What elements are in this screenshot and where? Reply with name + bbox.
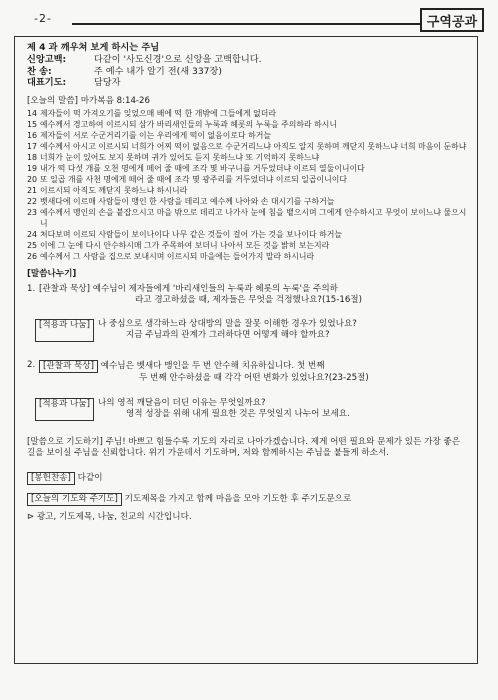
verse-row — [27, 130, 467, 141]
verse-text: 제자들이 떡 가져오기를 잊었으매 배에 떡 한 개밖에 그들에게 없더라 — [40, 108, 277, 118]
verse-text: 벳새다에 이르매 사람들이 맹인 한 사람을 데리고 예수께 나아와 손 대시기를 구하거늘 — [40, 196, 335, 206]
verse-text: 예수께서 그 사람을 집으로 보내시며 이르시되 마을에는 들어가지 말라 하시니라 — [40, 251, 315, 261]
verse-row — [27, 152, 467, 163]
verse-row — [27, 141, 467, 152]
application-2 — [35, 398, 467, 421]
verse-number: 24 — [27, 229, 38, 239]
scripture-label: [오늘의 말씀] — [27, 96, 78, 107]
confession-text: 다같이 '사도신경'으로 신앙을 고백합니다. — [93, 53, 262, 65]
confession-label: 신앙고백: — [27, 53, 67, 65]
verse-number: 16 — [27, 130, 38, 140]
final-notice: ⊳ 광고, 기도제목, 나눔, 친교의 시간입니다. — [27, 511, 192, 522]
prayer-text: 주님! 바쁘고 힘들수록 기도의 자리로 나아가겠습니다. 제게 어떤 필요와 문제가 있든 가장 좋은 길을 보이실 주님을 신뢰합니다. 위기 가운데서 기도하며, 저와 함께하시는 주님을 붙들게 하소서. — [27, 436, 461, 459]
verse-number: 15 — [27, 119, 38, 129]
today-prayer-text: 기도제목을 가지고 함께 마음을 모아 기도한 후 주기도문으로 — [124, 493, 352, 504]
verse-number: 26 — [27, 251, 38, 261]
application-1-line2: 지금 주님과의 관계가 그러하다면 어떻게 해야 할까요? — [125, 330, 330, 341]
verse-number: 21 — [27, 185, 38, 195]
page-number: -2- — [34, 12, 52, 25]
application-2-tag: [적용과 나눔] — [35, 398, 94, 421]
verse-number: 18 — [27, 152, 38, 162]
application-1 — [35, 319, 467, 342]
question-2 — [27, 360, 467, 384]
question-2-number: 2. — [27, 359, 36, 370]
verse-text: 이르시되 아직도 깨닫지 못하느냐 하시니라 — [40, 185, 188, 195]
question-2-line1: 예수님은 벳새다 맹인을 두 번 안수해 치유하십니다. 첫 번째 — [100, 360, 325, 371]
question-2-tag: [관찰과 묵상] — [39, 360, 98, 373]
verse-list — [27, 108, 467, 262]
scripture-ref: 마가복음 8:14-26 — [80, 96, 150, 107]
verse-number: 25 — [27, 240, 38, 250]
question-1-line1: 예수님이 제자들에게 '바리새인들의 누룩과 헤롯의 누룩'을 주의하 — [92, 284, 338, 294]
lesson-title: 제 4 과 깨우쳐 보게 하시는 주님 — [27, 42, 160, 53]
application-2-line2: 영적 성장을 위해 내게 필요한 것은 무엇일지 나누어 보세요. — [125, 409, 350, 420]
rep-prayer-line — [27, 77, 467, 89]
verse-text: 예수께서 아시고 이르시되 너희가 어찌 떡이 없음으로 수군거리느냐 아직도 알지 못하며 깨닫지 못하느냐 너희 마음이 둔하냐 — [40, 141, 467, 151]
question-1-number: 1. — [27, 284, 36, 294]
verse-row — [27, 185, 467, 196]
hymn-label: 찬 송: — [27, 65, 52, 77]
today-prayer-label: [오늘의 기도와 주기도] — [27, 493, 122, 506]
verse-text: 예수께서 맹인의 손을 붙잡으시고 마을 밖으로 데리고 나가사 눈에 침을 뱉으시며 그에게 안수하시고 무엇이 보이느냐 물으시니 — [40, 207, 467, 228]
section-badge: 구역공과 — [420, 8, 484, 32]
verse-number: 19 — [27, 163, 38, 173]
verse-row — [27, 163, 467, 174]
verse-number: 22 — [27, 196, 38, 206]
verse-number: 17 — [27, 141, 38, 151]
application-1-line1: 나 중심으로 생각하느라 상대방의 말을 잘못 이해한 경우가 있었나요? — [97, 318, 357, 329]
verse-text: 또 일곱 개를 사천 명에게 떼어 줄 때에 조각 몇 광주리를 거두었더냐 이르되 일곱이니이다 — [40, 174, 348, 184]
verse-row — [27, 108, 467, 119]
verse-text: 예수께서 경고하여 이르시되 삼가 바리새인들의 누룩과 헤롯의 누룩을 주의하라 하시니 — [40, 119, 337, 129]
scripture-heading — [27, 96, 467, 107]
rep-prayer-text: 담당자 — [93, 77, 121, 89]
verse-row — [27, 251, 467, 262]
hymn-line — [27, 66, 467, 78]
verse-text: 쳐다보며 이르되 사람들이 보이나이다 나무 같은 것들이 걸어 가는 것을 보나이다 하거늘 — [40, 229, 342, 239]
verse-text: 너희가 눈이 있어도 보지 못하며 귀가 있어도 듣지 못하느냐 또 기억하지 못하느냐 — [40, 152, 320, 162]
verse-number: 23 — [27, 207, 38, 217]
verse-text: 이에 그 눈에 다시 안수하시매 그가 주목하여 보더니 나아서 모든 것을 밝히 보는지라 — [40, 240, 330, 250]
sharing-label: [말씀나누기] — [27, 268, 77, 279]
offering-text: 다같이 — [77, 472, 103, 483]
verse-row — [27, 207, 467, 229]
question-1 — [27, 284, 467, 307]
verse-row — [27, 229, 467, 240]
question-1-line2: 라고 경고하셨을 때, 제자들은 무엇을 걱정했나요?(15-16절) — [135, 295, 362, 306]
hymn-text: 주 예수 내가 알기 전(새 337장) — [93, 65, 222, 77]
verse-row — [27, 174, 467, 185]
offering-line — [27, 472, 467, 485]
verse-row — [27, 119, 467, 130]
lesson-frame — [14, 36, 478, 664]
prayer-label: [말씀으로 기도하기] — [27, 436, 103, 447]
question-2-line2: 두 번째 안수하셨을 때 각각 어떤 변화가 있었나요?(23-25절) — [139, 372, 369, 383]
verse-text: 제자들이 서로 수군거리기를 이는 우리에게 떡이 없음이로다 하거늘 — [40, 130, 271, 140]
prayer-paragraph — [27, 437, 467, 460]
verse-text: 내가 떡 다섯 개를 오천 명에게 떼어 줄 때에 조각 몇 바구니를 거두었더냐 이르되 열둘이니이다 — [40, 163, 365, 173]
application-1-tag: [적용과 나눔] — [35, 319, 94, 342]
verse-number: 20 — [27, 174, 38, 184]
question-1-tag: [관찰과 묵상] — [39, 284, 90, 294]
offering-label: [봉헌찬송] — [27, 472, 75, 485]
today-prayer-line — [27, 493, 467, 506]
rep-prayer-label: 대표기도: — [27, 77, 67, 89]
verse-number: 14 — [27, 108, 38, 118]
application-2-line1: 나의 영적 깨달음이 더딘 이유는 무엇일까요? — [97, 398, 266, 409]
verse-row — [27, 240, 467, 251]
verse-row — [27, 196, 467, 207]
confession-line — [27, 54, 467, 66]
